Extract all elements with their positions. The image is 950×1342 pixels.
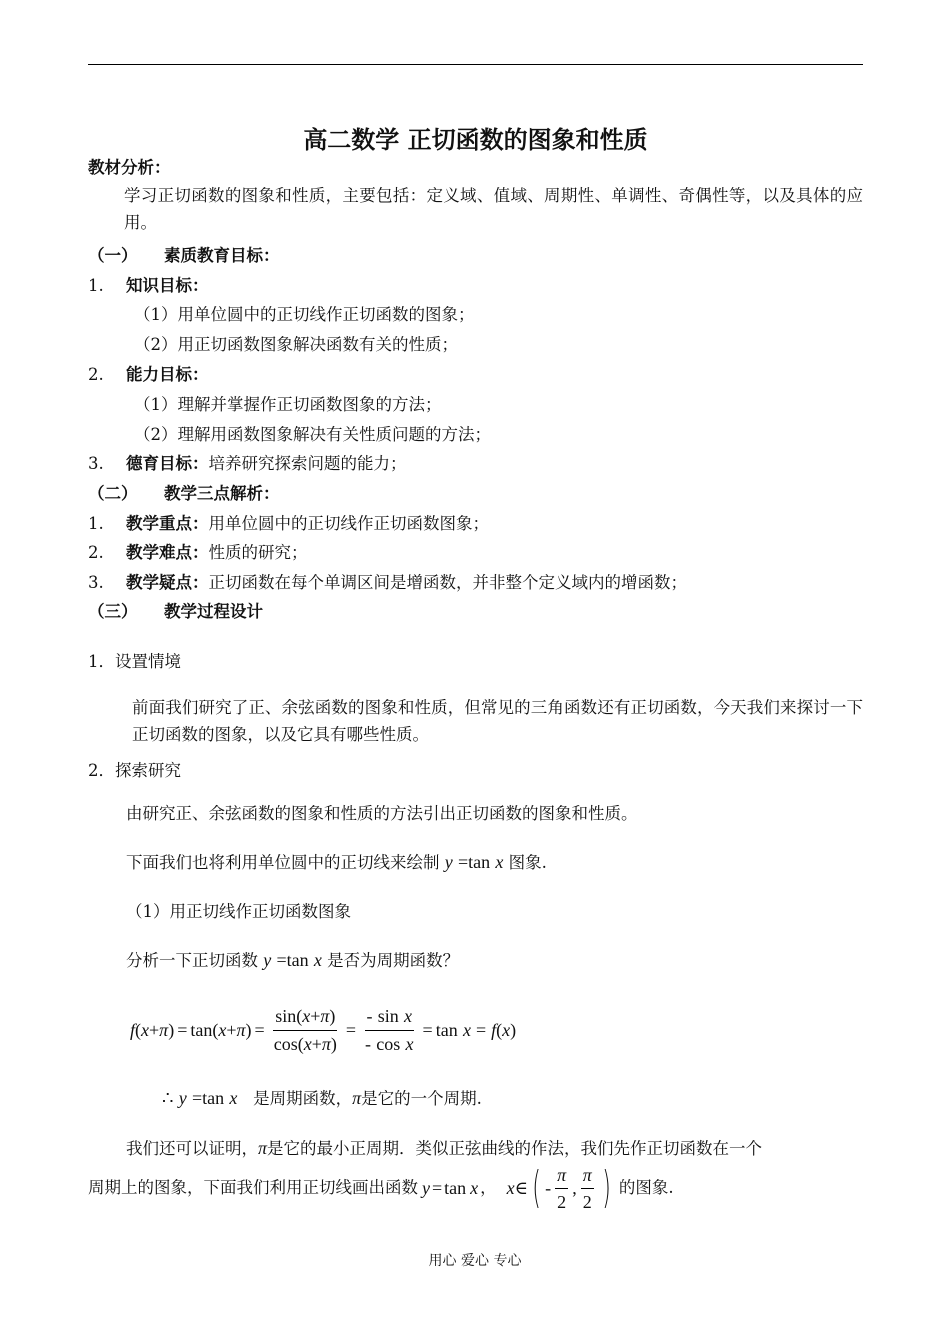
math-pi: π xyxy=(258,1138,268,1158)
math-x: x xyxy=(229,1088,238,1108)
difficult-num: 2. xyxy=(88,543,104,562)
math-y: y xyxy=(263,950,272,970)
last-2-post: 的图象. xyxy=(618,1178,674,1197)
doubt-text: 正切函数在每个单调区间是增函数，并非整个定义域内的增函数； xyxy=(208,573,687,592)
math-x: x xyxy=(495,852,504,872)
last-1-post: 是它的最小正周期．类似正弦曲线的作法，我们先作正切函数在一个 xyxy=(267,1139,763,1158)
knowledge-goal xyxy=(88,276,863,296)
eq-f: f xyxy=(130,1019,136,1040)
frac-pi: π xyxy=(320,1005,330,1026)
difficult-text: 性质的研究； xyxy=(208,543,308,562)
therefore-mid: 是周期函数， xyxy=(253,1089,353,1108)
page-title: 高二数学 正切函数的图象和性质 xyxy=(303,126,648,154)
periodicity-equation: f ( x + π ) = tan ( x + π ) = $\frac{\sin(x+\pi)}{\cos(x+\pi)}$ = $\frac{\text{- sin x}}{\text{- cos x}}$ = tan x = f ( x ) xyxy=(130,1005,517,1054)
step2-heading: 2．探索研究 xyxy=(88,761,181,780)
moral-label: 德育目标： xyxy=(126,454,209,473)
step1-heading: 1．设置情境 xyxy=(88,652,181,671)
math-y: y xyxy=(444,852,453,872)
doubt-num: 3. xyxy=(88,573,104,592)
math-tan: tan xyxy=(286,950,309,970)
line-a-post: 图象. xyxy=(508,853,547,872)
frac-x: x xyxy=(405,1033,414,1054)
interval-left xyxy=(555,1165,568,1212)
eq-x: x xyxy=(462,1019,471,1040)
interval-neg: - xyxy=(545,1178,552,1198)
interval-right xyxy=(581,1165,594,1212)
interval: ( - $\frac{\pi}{2}$ , $\frac{\pi}{2}$ ) xyxy=(532,1162,611,1213)
moral-num: 3. xyxy=(88,454,104,473)
math-pi: π xyxy=(352,1088,362,1108)
eq-sign: = xyxy=(345,1019,357,1040)
material-paragraph xyxy=(88,182,863,236)
knowledge-item-2: （2）用正切函数图象解决函数有关的性质； xyxy=(134,335,458,354)
frac-x: x xyxy=(303,1033,312,1054)
interval-pi: π xyxy=(581,1165,594,1189)
interval-comma: , xyxy=(572,1178,577,1198)
math-x: x xyxy=(313,950,322,970)
eq-x: x xyxy=(141,1019,150,1040)
math-tan: tan xyxy=(202,1088,225,1108)
eq-pi: π xyxy=(159,1019,169,1040)
goals-heading-label: 素质教育目标： xyxy=(164,246,280,265)
frac-neg: - xyxy=(366,1005,373,1026)
material-heading: 教材分析： xyxy=(88,158,171,177)
therefore-sign: ∴ xyxy=(162,1088,174,1108)
last-line-2: 周期上的图象，下面我们利用正切线画出函数 y = tan x ， x ∈ ( - $\frac{\pi}{2}$ , $\frac{\pi}{2}$ ) 的图象. xyxy=(88,1162,674,1213)
knowledge-item-1: （1）用单位圆中的正切线作正切函数的图象； xyxy=(134,305,475,324)
math-y: y xyxy=(422,1178,430,1198)
header-rule xyxy=(88,64,863,65)
knowledge-label: 知识目标： xyxy=(126,276,209,295)
doubt-label: 教学疑点： xyxy=(126,573,209,592)
process-heading-label: 教学过程设计 xyxy=(164,602,263,621)
ability-goal xyxy=(88,365,863,385)
math-eq: = xyxy=(432,1178,443,1198)
moral-text: 培养研究探索问题的能力； xyxy=(208,454,407,473)
fraction-sin-cos: $\frac{\sin(x+\pi)}{\cos(x+\pi)}$ xyxy=(273,1005,337,1054)
step1-paragraph xyxy=(88,694,863,748)
key-text: 用单位圆中的正切线作正切函数图象； xyxy=(208,514,489,533)
math-x: x xyxy=(506,1178,515,1198)
frac-x: x xyxy=(302,1005,311,1026)
points-heading-num: （二） xyxy=(88,484,138,503)
math-tan: tan xyxy=(468,852,491,872)
ability-label: 能力目标： xyxy=(126,365,209,384)
interval-two: 2 xyxy=(557,1191,567,1212)
eq-sign: = xyxy=(254,1019,265,1040)
process-heading-num: （三） xyxy=(88,602,138,621)
last-2-pre: 周期上的图象，下面我们利用正切线画出函数 xyxy=(88,1178,418,1197)
eq-tan: tan xyxy=(190,1019,213,1040)
fraction-neg xyxy=(363,1006,416,1055)
line-b-pre: 分析一下正切函数 xyxy=(126,951,258,970)
line-b-post: 是否为周期函数？ xyxy=(327,951,460,970)
math-eq: = xyxy=(191,1088,203,1108)
interval-pi: π xyxy=(555,1165,568,1189)
ability-item-1: （1）理解并掌握作正切函数图象的方法； xyxy=(134,395,442,414)
frac-cos: cos xyxy=(376,1033,401,1054)
line-a-pre: 下面我们也将利用单位圆中的正切线来绘制 xyxy=(126,853,440,872)
process-heading xyxy=(88,602,863,622)
math-x: x xyxy=(470,1178,479,1198)
eq-sign: = xyxy=(422,1019,433,1040)
material-text: 学习正切函数的图象和性质，主要包括：定义域、值域、周期性、单调性、奇偶性等，以及具体的应用。 xyxy=(124,186,863,232)
therefore-line xyxy=(162,1088,937,1109)
doubt-point xyxy=(88,573,863,593)
goals-heading xyxy=(88,246,863,266)
frac-sin: sin xyxy=(275,1005,297,1026)
line-a xyxy=(126,852,901,873)
step1-text: 前面我们研究了正、余弦函数的图象和性质，但常见的三角函数还有正切函数，今天我们来探讨一下正切函数的图象，以及它具有哪些性质。 xyxy=(132,698,863,744)
step2-text: 由研究正、余弦函数的图象和性质的方法引出正切函数的图象和性质。 xyxy=(126,804,638,823)
line-b xyxy=(126,950,901,971)
page-footer: 用心 爱心 专心 xyxy=(428,1253,522,1269)
last-1-pre: 我们还可以证明， xyxy=(126,1139,258,1158)
ability-item-2: （2）理解用函数图象解决有关性质问题的方法； xyxy=(134,425,491,444)
frac-neg: - xyxy=(365,1033,372,1054)
key-num: 1. xyxy=(88,514,104,533)
last-line-1 xyxy=(126,1138,901,1159)
therefore-post: 是它的一个周期. xyxy=(361,1089,482,1108)
math-in: ∈ xyxy=(514,1178,528,1198)
frac-pi: π xyxy=(321,1033,331,1054)
difficult-point xyxy=(88,543,863,563)
frac-x: x xyxy=(404,1005,413,1026)
knowledge-num: 1. xyxy=(88,276,104,295)
eq-pi: π xyxy=(236,1019,246,1040)
frac-cos: cos xyxy=(273,1033,298,1054)
math-eq: = xyxy=(458,852,469,872)
interval-two: 2 xyxy=(582,1191,592,1212)
goals-heading-num: （一） xyxy=(88,246,138,265)
key-point xyxy=(88,514,863,534)
moral-goal xyxy=(88,454,863,474)
eq-f: f xyxy=(491,1019,497,1040)
math-eq: = xyxy=(276,950,287,970)
eq-sign: = xyxy=(177,1019,188,1040)
math-tan: tan xyxy=(444,1178,467,1198)
points-heading xyxy=(88,484,863,504)
points-heading-label: 教学三点解析： xyxy=(164,484,280,503)
eq-sign: = xyxy=(475,1019,487,1040)
eq-x: x xyxy=(502,1019,511,1040)
sub1-heading: （1）用正切线作正切函数图象 xyxy=(126,902,351,921)
frac-sin: sin xyxy=(377,1005,399,1026)
ability-num: 2. xyxy=(88,365,104,384)
eq-tan: tan xyxy=(435,1019,458,1040)
math-y: y xyxy=(178,1088,187,1108)
difficult-label: 教学难点： xyxy=(126,543,209,562)
key-label: 教学重点： xyxy=(126,514,209,533)
eq-x: x xyxy=(218,1019,227,1040)
